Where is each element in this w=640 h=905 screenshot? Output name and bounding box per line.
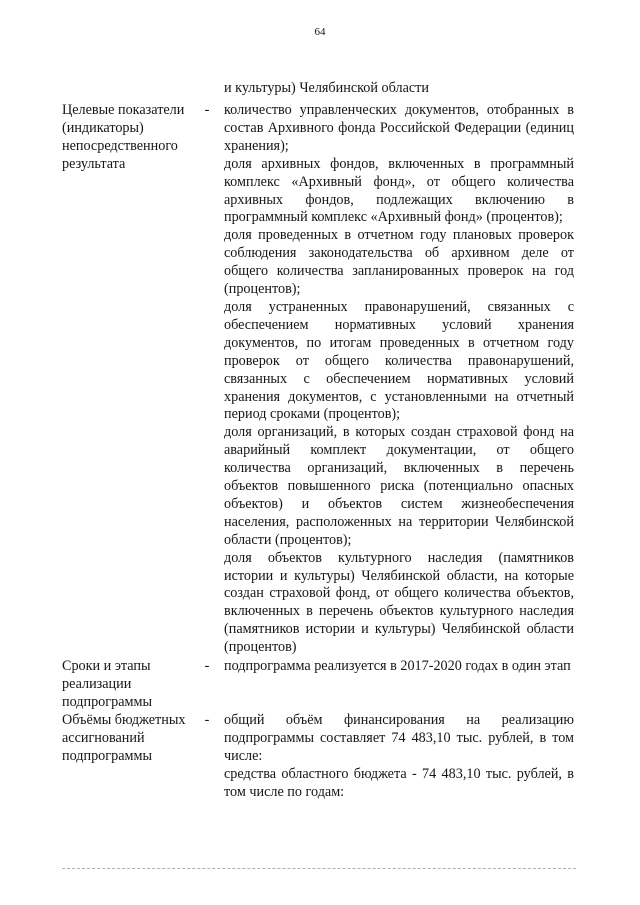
row-dash: -	[204, 658, 210, 674]
row-content	[224, 658, 574, 676]
budget-paragraph: средства областного бюджета - 74 483,10 тыс. рублей, в том числе по годам:	[224, 765, 574, 800]
row-dash: -	[204, 102, 210, 118]
indicator-paragraph: доля проведенных в отчетном году плановых проверок соблюдения законодательства об архивном деле от общего количества запланированных проверок на год (процентов);	[224, 227, 574, 298]
row-dash: -	[204, 712, 210, 728]
row-content	[224, 102, 574, 657]
indicator-paragraph: доля архивных фондов, включенных в программный комплекс «Архивный фонд», от общего количества архивных фондов, подлежащих включению в программный комплекс «Архивный фонд» (процентов);	[224, 155, 574, 226]
indicator-paragraph: количество управленческих документов, отобранных в состав Архивного фонда Российской Федерации (единиц хранения);	[224, 102, 574, 154]
indicator-paragraph: доля объектов культурного наследия (памятников истории и культуры) Челябинской области, на которые создан страховой фонд, от общего количества объектов, включенных в перечень объектов культурного наследия (памятников истории и культуры) Челябинской области (процентов)	[224, 549, 574, 656]
row-label: Объёмы бюджетных ассигнований подпрограммы	[62, 712, 186, 764]
row-label: Сроки и этапы реализации подпрограммы	[62, 658, 152, 710]
indicator-paragraph: доля устраненных правонарушений, связанных с обеспечением нормативных условий хранения документов, по итогам проведенных в отчетном году проверок от общего количества правонарушений, связанных с обеспечением нормативных условий хранения документов, с установленными на отчетный период сроками (процентов);	[224, 298, 574, 423]
continuation-text: и культуры) Челябинской области	[224, 80, 429, 96]
page-number: 64	[314, 26, 326, 38]
budget-paragraph: общий объём финансирования на реализацию подпрограммы составляет 74 483,10 тыс. рублей, в том числе:	[224, 712, 574, 764]
row-content	[224, 712, 574, 802]
page-bottom-rule	[62, 868, 576, 869]
row-label: Целевые показатели (индикаторы) непосредственного результата	[62, 102, 185, 172]
indicator-paragraph: доля организаций, в которых создан страховой фонд на аварийный комплект документации, от общего количества организаций, включенных в перечень объектов повышенного риска (потенциально опасных объектов) и объектов систем жизнеобеспечения населения, расположенных на территории Челябинской области (процентов);	[224, 424, 574, 548]
timing-paragraph: подпрограмма реализуется в 2017-2020 годах в один этап	[224, 658, 571, 674]
